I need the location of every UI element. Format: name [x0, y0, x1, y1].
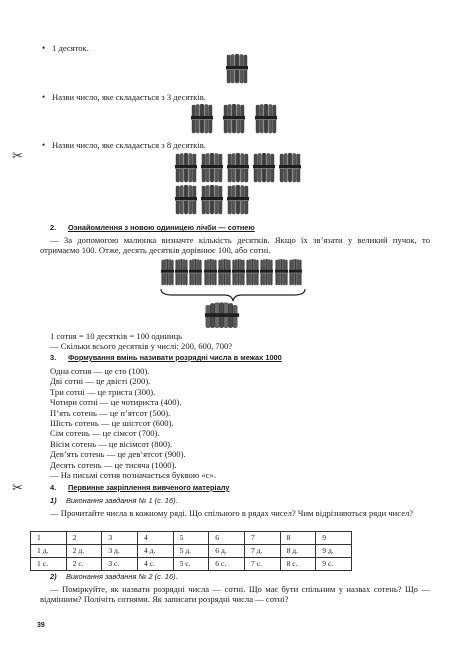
ten-bundle-icon	[255, 104, 277, 134]
section-title: Ознайомлення з новою одиницею лічби — сотнею	[68, 223, 255, 232]
task-1-text: — Прочитайте числа в кожному ряді. Що спільного в рядах чисел? Чим відрізняються ряди чисел?	[50, 508, 414, 518]
table-cell: 3	[102, 532, 138, 545]
task-title: Виконання завдання № 2 (с. 16).	[66, 572, 178, 581]
list-item: Десять сотень — це тисяча (1000).	[50, 459, 177, 470]
ten-bundle-icon	[201, 153, 223, 183]
ten-bundle-icon	[191, 104, 213, 134]
hundreds-names-list	[50, 366, 216, 480]
section-2-heading	[50, 223, 255, 233]
hundred-equation: 1 сотня = 10 десятків = 100 одиниць	[50, 331, 183, 341]
ten-bundle-icon	[227, 153, 249, 183]
table-cell: 9	[316, 532, 352, 545]
ten-bundle-icon	[227, 185, 249, 215]
scissors-icon: ✂	[12, 149, 23, 164]
ten-bundle-icon	[253, 153, 275, 183]
table-cell: 8	[280, 532, 316, 545]
table-cell: 5 с.	[173, 558, 209, 571]
table-cell: 1 д.	[31, 545, 67, 558]
table-cell: 2 д.	[66, 545, 102, 558]
table-cell: 6	[209, 532, 245, 545]
ten-bundle-icon	[226, 54, 248, 84]
ten-bundle-icon	[246, 259, 259, 286]
task-number: 1)	[50, 496, 57, 505]
table-row	[31, 545, 352, 558]
table-cell: 9 д.	[316, 545, 352, 558]
ten-bundle-icon	[289, 259, 302, 286]
list-item: Три сотні — це триста (300).	[50, 386, 156, 397]
table-cell: 5	[173, 532, 209, 545]
ten-bundle-icon	[275, 259, 288, 286]
bullet-three-tens	[52, 92, 206, 102]
table-cell: 7 с.	[244, 558, 280, 571]
section-2-question: — Скільки всього десятків у числі: 200, 600, 700?	[50, 341, 233, 351]
section-number: 3.	[50, 353, 57, 362]
task-number: 2)	[50, 572, 57, 581]
table-cell: 4 с.	[137, 558, 173, 571]
section-number: 2.	[50, 223, 57, 232]
list-item: Сім сотень — це сімсот (700).	[50, 428, 160, 439]
scissors-icon: ✂	[12, 481, 23, 496]
table-cell: 7	[244, 532, 280, 545]
ten-bundle-icon	[201, 185, 223, 215]
table-cell: 8 д.	[280, 545, 316, 558]
task-1-heading	[50, 496, 178, 506]
ten-bundle-icon	[279, 153, 301, 183]
table-row	[31, 558, 352, 571]
table-cell: 4	[137, 532, 173, 545]
ten-bundle-icon	[175, 153, 197, 183]
task-2-text: — Поміркуйте, як назвати розрядні числа — сотні. Що має бути спільним у назвах сотень? Що — відмінним? Полічіть сотнями. Як записати розрядні числа — сотні?	[40, 584, 430, 605]
table-cell: 3 с.	[102, 558, 138, 571]
list-item: П’ять сотень — це п’ятсот (500).	[50, 407, 171, 418]
table-cell: 6 с.	[209, 558, 245, 571]
section-title: Первинне закріплення вивченого матеріалу	[68, 483, 230, 492]
section-number: 4.	[50, 483, 57, 492]
list-item: Дві сотні — це двісті (200).	[50, 376, 151, 387]
list-item: Вісім сотень — це вісімсот (800).	[50, 438, 173, 449]
page-number: 39	[37, 622, 45, 629]
table-cell: 1	[31, 532, 67, 545]
bullet-one-ten	[52, 43, 89, 53]
ten-bundle-icon	[204, 259, 217, 286]
hundred-bundle-icon	[204, 302, 240, 330]
table-row	[31, 532, 352, 545]
table-cell: 8 с.	[280, 558, 316, 571]
ten-bundle-icon	[189, 259, 202, 286]
place-value-table	[30, 531, 352, 571]
table-cell: 9 с.	[316, 558, 352, 571]
table-cell: 5 д.	[173, 545, 209, 558]
table-cell: 2 с.	[66, 558, 102, 571]
bullet-text: Назви число, яке складається з 3 десятків.	[52, 92, 206, 102]
task-title: Виконання завдання № 1 (с. 16).	[66, 496, 178, 505]
ten-bundle-icon	[175, 185, 197, 215]
ten-bundle-icon	[223, 104, 245, 134]
ten-bundle-icon	[232, 259, 245, 286]
list-item: Одна сотня — це сто (100).	[50, 366, 150, 376]
list-item: Дев’ять сотень — це дев’ятсот (900).	[50, 449, 186, 460]
ten-bundle-icon	[161, 259, 174, 286]
section-title: Формування вмінь називати розрядні числа в межах 1000	[68, 353, 282, 362]
bullet-eight-tens	[52, 140, 206, 150]
ten-bundle-icon	[218, 259, 231, 286]
table-cell: 1 с.	[31, 558, 67, 571]
bullet-text: Назви число, яке складається з 8 десятків.	[52, 140, 206, 150]
section-4-heading	[50, 483, 229, 493]
table-cell: 3 д.	[102, 545, 138, 558]
curly-brace-icon	[160, 288, 306, 302]
list-item: — На письмі сотня позначається буквою «с».	[50, 470, 216, 481]
table-cell: 6 д.	[209, 545, 245, 558]
ten-bundle-icon	[175, 259, 188, 286]
task-2-heading	[50, 572, 178, 582]
ten-bundles-row	[161, 259, 303, 287]
table-cell: 7 д.	[244, 545, 280, 558]
table-cell: 2	[66, 532, 102, 545]
bullet-text: 1 десяток.	[52, 43, 89, 53]
ten-bundle-icon	[260, 259, 273, 286]
list-item: Шість сотень — це шістсот (600).	[50, 418, 174, 429]
section-2-paragraph: — За допомогою малюнка визначте кількість десятків. Якщо їх зв’язати у великий пучок, то отримаємо 100. Отже, десять десятків дорівнює 100, або сотні.	[40, 235, 430, 256]
table-cell: 4 д.	[137, 545, 173, 558]
list-item: Чотири сотні — це чотириста (400).	[50, 397, 182, 408]
section-3-heading	[50, 353, 282, 363]
